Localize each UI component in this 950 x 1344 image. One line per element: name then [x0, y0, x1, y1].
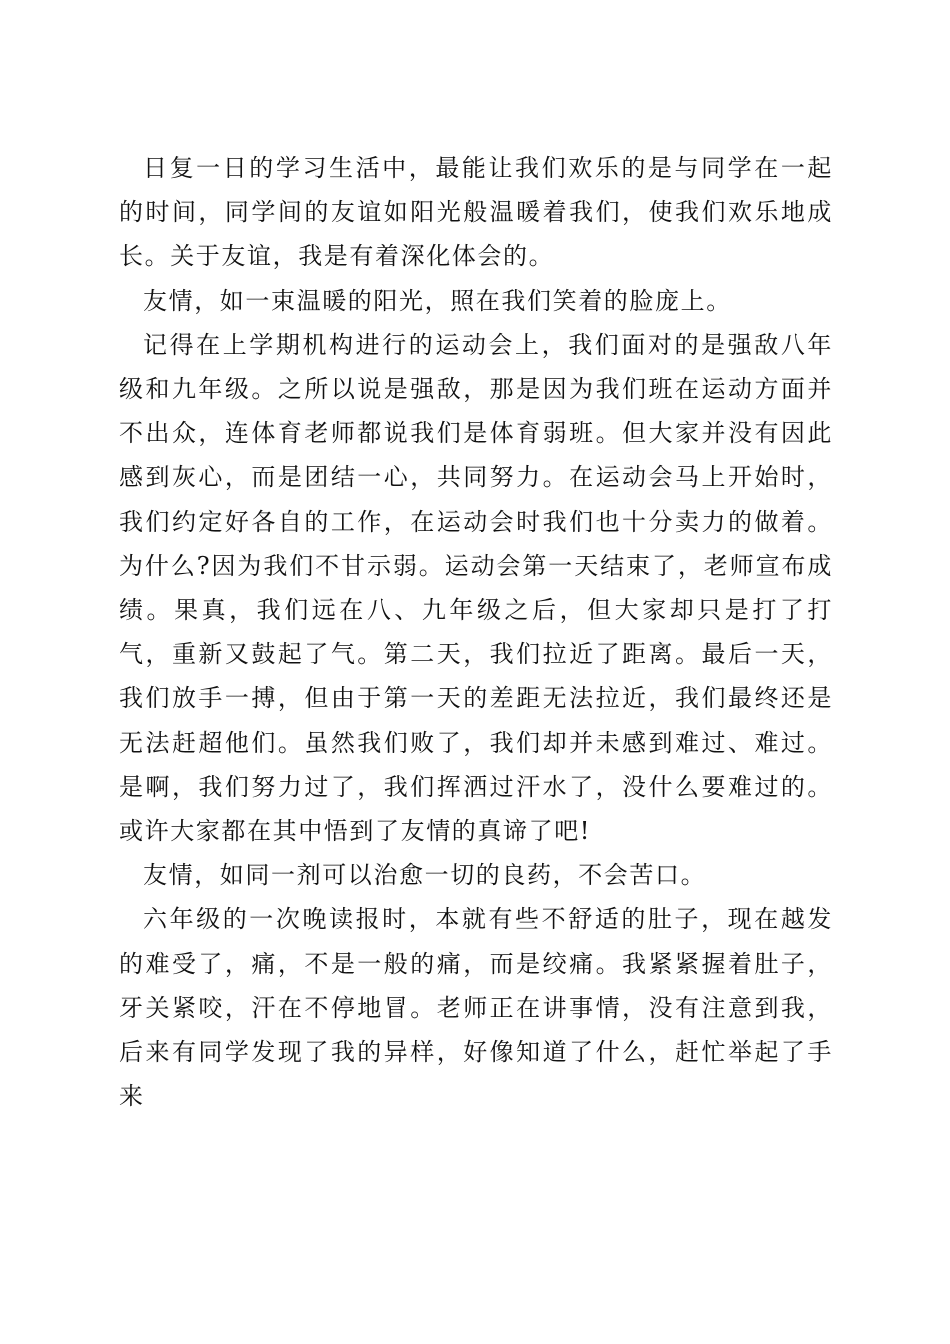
paragraph-1: 日复一日的学习生活中，最能让我们欢乐的是与同学在一起的时间，同学间的友谊如阳光般温暖着我们，使我们欢乐地成长。关于友谊，我是有着深化体会的。 — [119, 154, 833, 271]
paragraph-2: 友情，如一束温暖的阳光，照在我们笑着的脸庞上。 — [143, 286, 732, 315]
document-body — [119, 146, 833, 1118]
paragraph-3: 记得在上学期机构进行的运动会上，我们面对的是强敌八年级和九年级。之所以说是强敌，那是因为我们班在运动方面并不出众，连体育老师都说我们是体育弱班。但大家并没有因此感到灰心，而是团结一心，共同努力。在运动会马上开始时，我们约定好各自的工作，在运动会时我们也十分卖力的做着。为什么?因为我们不甘示弱。运动会第一天结束了，老师宣布成绩。果真，我们远在八、九年级之后，但大家却只是打了打气，重新又鼓起了气。第二天，我们拉近了距离。最后一天，我们放手一搏，但由于第一天的差距无法拉近，我们最终还是无法赶超他们。虽然我们败了，我们却并未感到难过、难过。是啊，我们努力过了，我们挥洒过汗水了，没什么要难过的。或许大家都在其中悟到了友情的真谛了吧! — [119, 330, 833, 846]
paragraph-4: 友情，如同一剂可以治愈一切的良药，不会苦口。 — [143, 861, 707, 890]
paragraph-5: 六年级的一次晚读报时，本就有些不舒适的肚子，现在越发的难受了，痛，不是一般的痛，而是绞痛。我紧紧握着肚子，牙关紧咬，汗在不停地冒。老师正在讲事情，没有注意到我，后来有同学发现了我的异样，好像知道了什么，赶忙举起了手来 — [119, 905, 833, 1111]
